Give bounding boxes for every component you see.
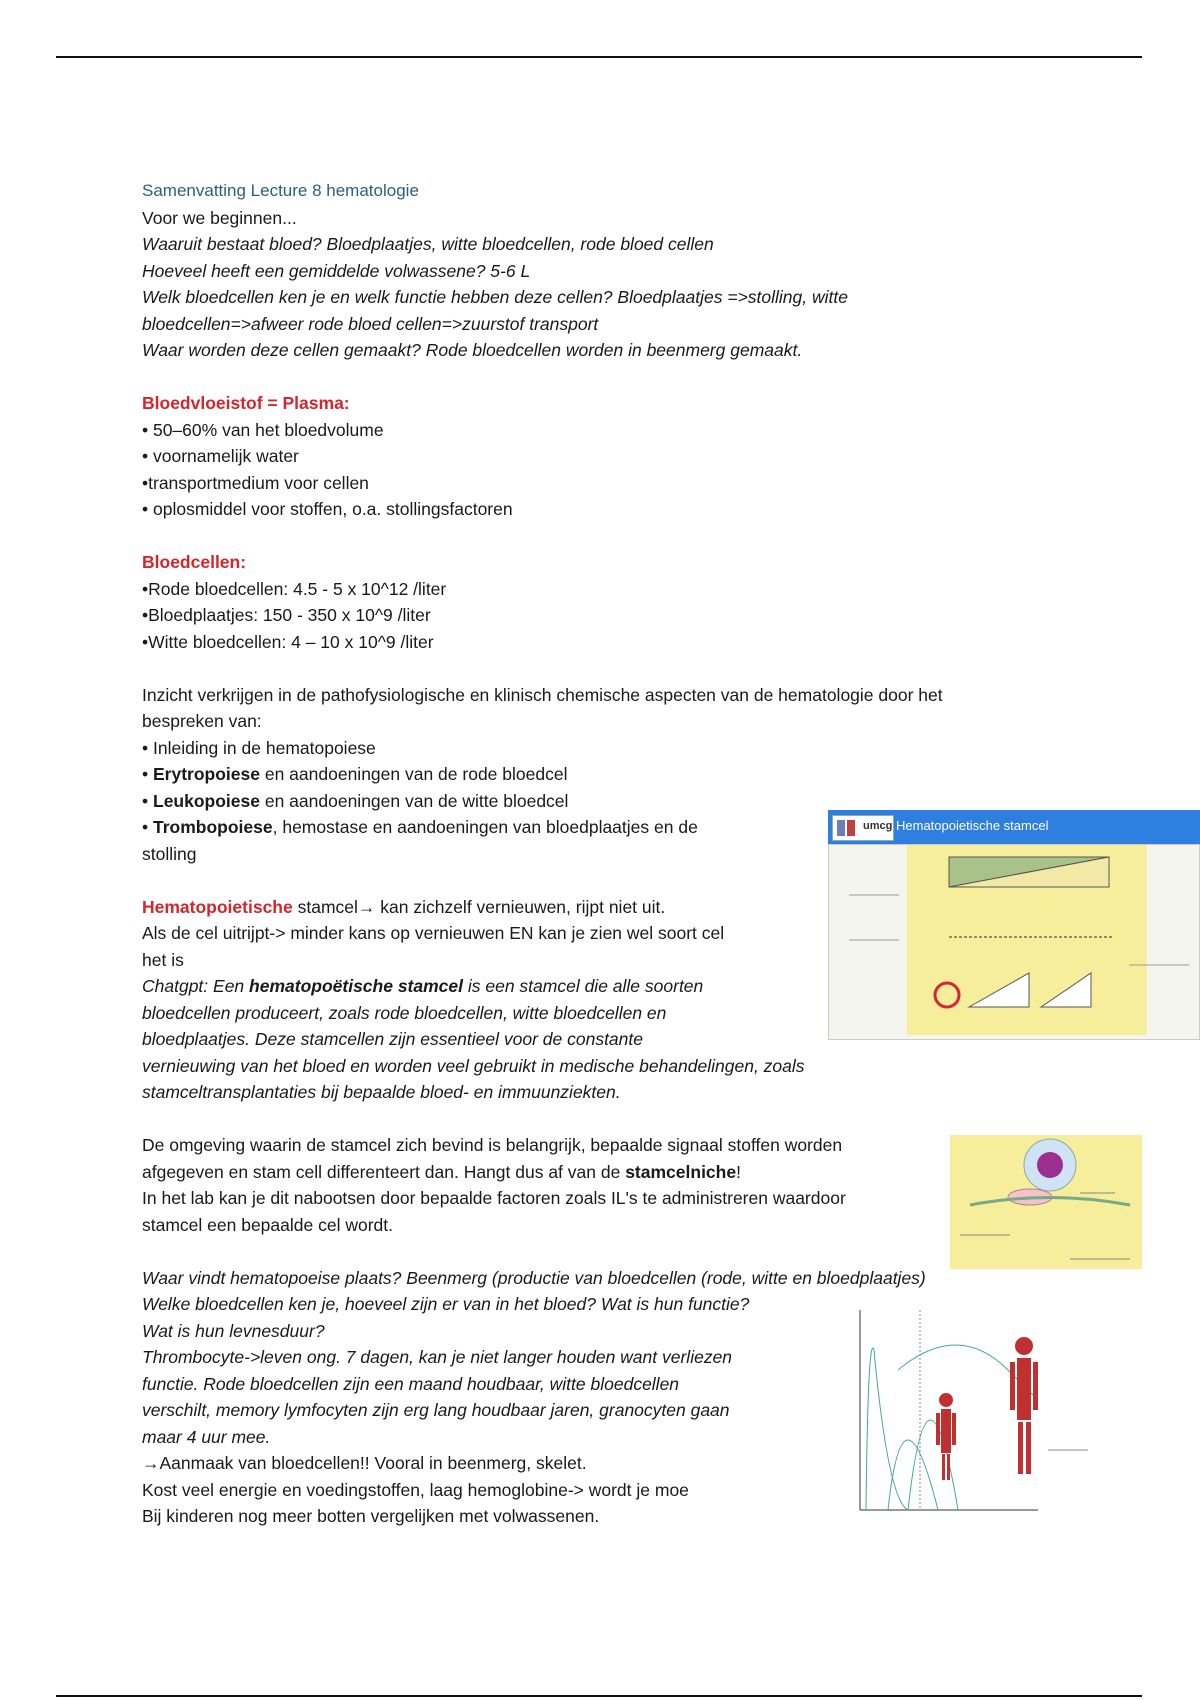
plasma-item: •transportmedium voor cellen bbox=[142, 472, 369, 493]
logo-icon: umcg bbox=[832, 815, 894, 841]
insight-bullet: • Inleiding in de hematopoiese bbox=[142, 737, 376, 758]
intro-lead: Voor we beginnen... bbox=[142, 207, 297, 228]
child-skeleton-icon bbox=[936, 1393, 956, 1480]
intro-question: Waaruit bestaat bloed? Bloedplaatjes, witte bloedcellen, rode bloed cellen bbox=[142, 234, 714, 254]
chatgpt-quote: bloedplaatjes. Deze stamcellen zijn essentieel voor de constante bbox=[142, 1029, 643, 1049]
document-title: Samenvatting Lecture 8 hematologie bbox=[142, 181, 419, 200]
insight-bullet: • Trombopoiese, hemostase en aandoeningen van bloedplaatjes en de bbox=[142, 817, 698, 837]
niche-text: stamcel een bepaalde cel wordt. bbox=[142, 1214, 393, 1235]
intro-question: Welk bloedcellen ken je en welk functie hebben deze cellen? Bloedplaatjes =>stolling, witte bbox=[142, 287, 848, 307]
intro-question: Waar worden deze cellen gemaakt? Rode bloedcellen worden in beenmerg gemaakt. bbox=[142, 340, 803, 360]
where-text: functie. Rode bloedcellen zijn een maand houdbaar, witte bloedcellen bbox=[142, 1373, 680, 1394]
where-text: Thrombocyte->leven ong. 7 dagen, kan je niet langer houden want verliezen bbox=[142, 1347, 733, 1367]
bottom-rule bbox=[56, 1695, 1142, 1697]
niche-text: In het lab kan je dit nabootsen door bepaalde factoren zoals IL's te administreren waardoor bbox=[142, 1188, 846, 1208]
plasma-item: • oplosmiddel voor stoffen, o.a. stollingsfactoren bbox=[142, 499, 513, 519]
stemcell-diagram-graphic bbox=[829, 845, 1200, 1041]
chatgpt-quote: vernieuwing van het bloed en worden veel gebruikt in medische behandelingen, zoals bbox=[142, 1055, 805, 1076]
university-logo-icon bbox=[835, 817, 859, 839]
where-text: Wat is hun levnesduur? bbox=[142, 1320, 325, 1341]
intro-question: bloedcellen=>afweer rode bloed cellen=>zuurstof transport bbox=[142, 313, 599, 334]
chatgpt-quote: stamceltransplantaties bij bepaalde bloed- en immuunziekten. bbox=[142, 1082, 621, 1102]
where-text: →Aanmaak van bloedcellen!! Vooral in beenmerg, skelet. bbox=[142, 1453, 587, 1473]
where-text: Waar vindt hematopoeise plaats? Beenmerg (productie van bloedcellen (rode, witte en bloedplaatjes) bbox=[142, 1267, 926, 1288]
stemcell-niche-figure bbox=[950, 1135, 1142, 1269]
stemcell-text: het is bbox=[142, 949, 184, 970]
insight-text: bespreken van: bbox=[142, 711, 262, 731]
chatgpt-quote: Chatgpt: Een hematopoëtische stamcel is een stamcel die alle soorten bbox=[142, 976, 704, 996]
plasma-item: • 50–60% van het bloedvolume bbox=[142, 419, 384, 440]
insight-bullet: • Leukopoiese en aandoeningen van de witte bloedcel bbox=[142, 790, 569, 811]
cells-item: •Bloedplaatjes: 150 - 350 x 10^9 /liter bbox=[142, 605, 431, 625]
adult-skeleton-icon bbox=[1010, 1337, 1038, 1474]
niche-diagram-graphic bbox=[950, 1135, 1142, 1269]
figure-title: Hematopoietische stamcel bbox=[896, 818, 1049, 833]
chatgpt-quote: bloedcellen produceert, zoals rode bloedcellen, witte bloedcellen en bbox=[142, 1002, 667, 1023]
niche-text: afgegeven en stam cell differenteert dan. Hangt dus af van de stamcelniche! bbox=[142, 1161, 741, 1182]
stemcell-lead: Hematopoietische stamcel→ kan zichzelf vernieuwen, rijpt niet uit. bbox=[142, 896, 666, 917]
stemcell-figure bbox=[828, 810, 1200, 1040]
insight-bullet: • Erytropoiese en aandoeningen van de rode bloedcel bbox=[142, 764, 568, 784]
cells-item: •Witte bloedcellen: 4 – 10 x 10^9 /liter bbox=[142, 631, 434, 652]
hematopoiesis-chart-graphic bbox=[848, 1310, 1108, 1532]
where-text: Bij kinderen nog meer botten vergelijken met volwassenen. bbox=[142, 1506, 600, 1526]
intro-question: Hoeveel heeft een gemiddelde volwassene? 5-6 L bbox=[142, 260, 531, 281]
cells-item: •Rode bloedcellen: 4.5 - 5 x 10^12 /liter bbox=[142, 578, 447, 599]
plasma-item: • voornamelijk water bbox=[142, 446, 299, 466]
where-text: Welke bloedcellen ken je, hoeveel zijn er van in het bloed? Wat is hun functie? bbox=[142, 1294, 750, 1314]
cells-heading: Bloedcellen: bbox=[142, 552, 247, 572]
plasma-heading: Bloedvloeistof = Plasma: bbox=[142, 393, 350, 413]
figure-body bbox=[828, 844, 1200, 1040]
niche-text: De omgeving waarin de stamcel zich bevind is belangrijk, bepaalde signaal stoffen worden bbox=[142, 1135, 843, 1155]
insight-text: stolling bbox=[142, 843, 197, 864]
where-text: maar 4 uur mee. bbox=[142, 1426, 271, 1447]
where-text: Kost veel energie en voedingstoffen, laag hemoglobine-> wordt je moe bbox=[142, 1479, 689, 1500]
where-text: verschilt, memory lymfocyten zijn erg lang houdbaar jaren, granocyten gaan bbox=[142, 1400, 730, 1420]
stemcell-text: Als de cel uitrijpt-> minder kans op vernieuwen EN kan je zien wel soort cel bbox=[142, 923, 725, 943]
figure-title-bar bbox=[828, 810, 1200, 844]
hematopoiesis-sites-figure bbox=[848, 1310, 1108, 1532]
top-rule bbox=[56, 56, 1142, 58]
insight-text: Inzicht verkrijgen in de pathofysiologische en klinisch chemische aspecten van de hematologie door het bbox=[142, 684, 943, 705]
